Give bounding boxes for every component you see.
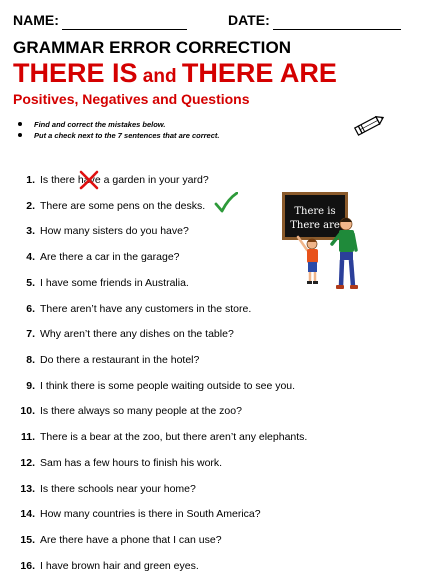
bullet-icon: [18, 133, 22, 137]
question-row-3: 3. How many sisters do you have?: [26, 225, 189, 237]
bullet-icon: [18, 122, 22, 126]
question-row-8: 8. Do there a restaurant in the hotel?: [26, 354, 200, 366]
worksheet-header: [13, 12, 413, 34]
question-row-5: 5. I have some friends in Australia.: [26, 277, 189, 289]
child-figure: [298, 237, 318, 284]
instruction-item: Find and correct the mistakes below.: [18, 120, 220, 131]
cross-mark-icon: [78, 170, 100, 190]
question-row-13: 13. Is there schools near your home?: [20, 483, 196, 495]
question-row-6: 6. There aren’t have any customers in the store.: [26, 303, 252, 315]
topic-title: [13, 58, 337, 89]
question-row-12: 12. Sam has a few hours to finish his work.: [20, 457, 223, 469]
question-row-10: 10. Is there always so many people at the zoo?: [20, 405, 242, 417]
question-row-7: 7. Why aren’t there any dishes on the table?: [26, 328, 234, 340]
name-label: NAME:: [13, 12, 59, 28]
question-row-16: 16. I have brown hair and green eyes.: [20, 560, 199, 572]
date-label: DATE:: [228, 12, 270, 28]
teacher-chalkboard-illustration: [280, 190, 360, 295]
topic-there-is: THERE IS: [13, 58, 138, 88]
name-blank-line[interactable]: [62, 29, 187, 30]
check-mark-icon: [214, 192, 238, 214]
instructions-list: [18, 120, 220, 142]
question-row-2: 2. There are some pens on the desks.: [26, 200, 206, 212]
topic-and: and: [137, 66, 182, 87]
topic-there-are: THERE ARE: [181, 58, 337, 88]
question-row-15: 15. Are there have a phone that I can use?: [20, 534, 222, 546]
question-row-9: 9. I think there is some people waiting outside to see you.: [26, 380, 296, 392]
worksheet-title: GRAMMAR ERROR CORRECTION: [13, 38, 292, 57]
board-text-there-are: There are: [290, 220, 340, 231]
question-row-14: 14. How many countries is there in South America?: [20, 508, 261, 520]
board-text-there-is: There is: [294, 206, 336, 217]
question-row-1: 1. Is there have a garden in your yard?: [26, 174, 209, 186]
pencil-icon: [352, 113, 386, 137]
question-row-11: 11. There is a bear at the zoo, but there aren’t any elephants.: [20, 431, 308, 443]
question-row-4: 4. Are there a car in the garage?: [26, 251, 180, 263]
instruction-item: Put a check next to the 7 sentences that are correct.: [18, 131, 220, 142]
subtitle: Positives, Negatives and Questions: [13, 91, 250, 107]
date-blank-line[interactable]: [273, 29, 401, 30]
